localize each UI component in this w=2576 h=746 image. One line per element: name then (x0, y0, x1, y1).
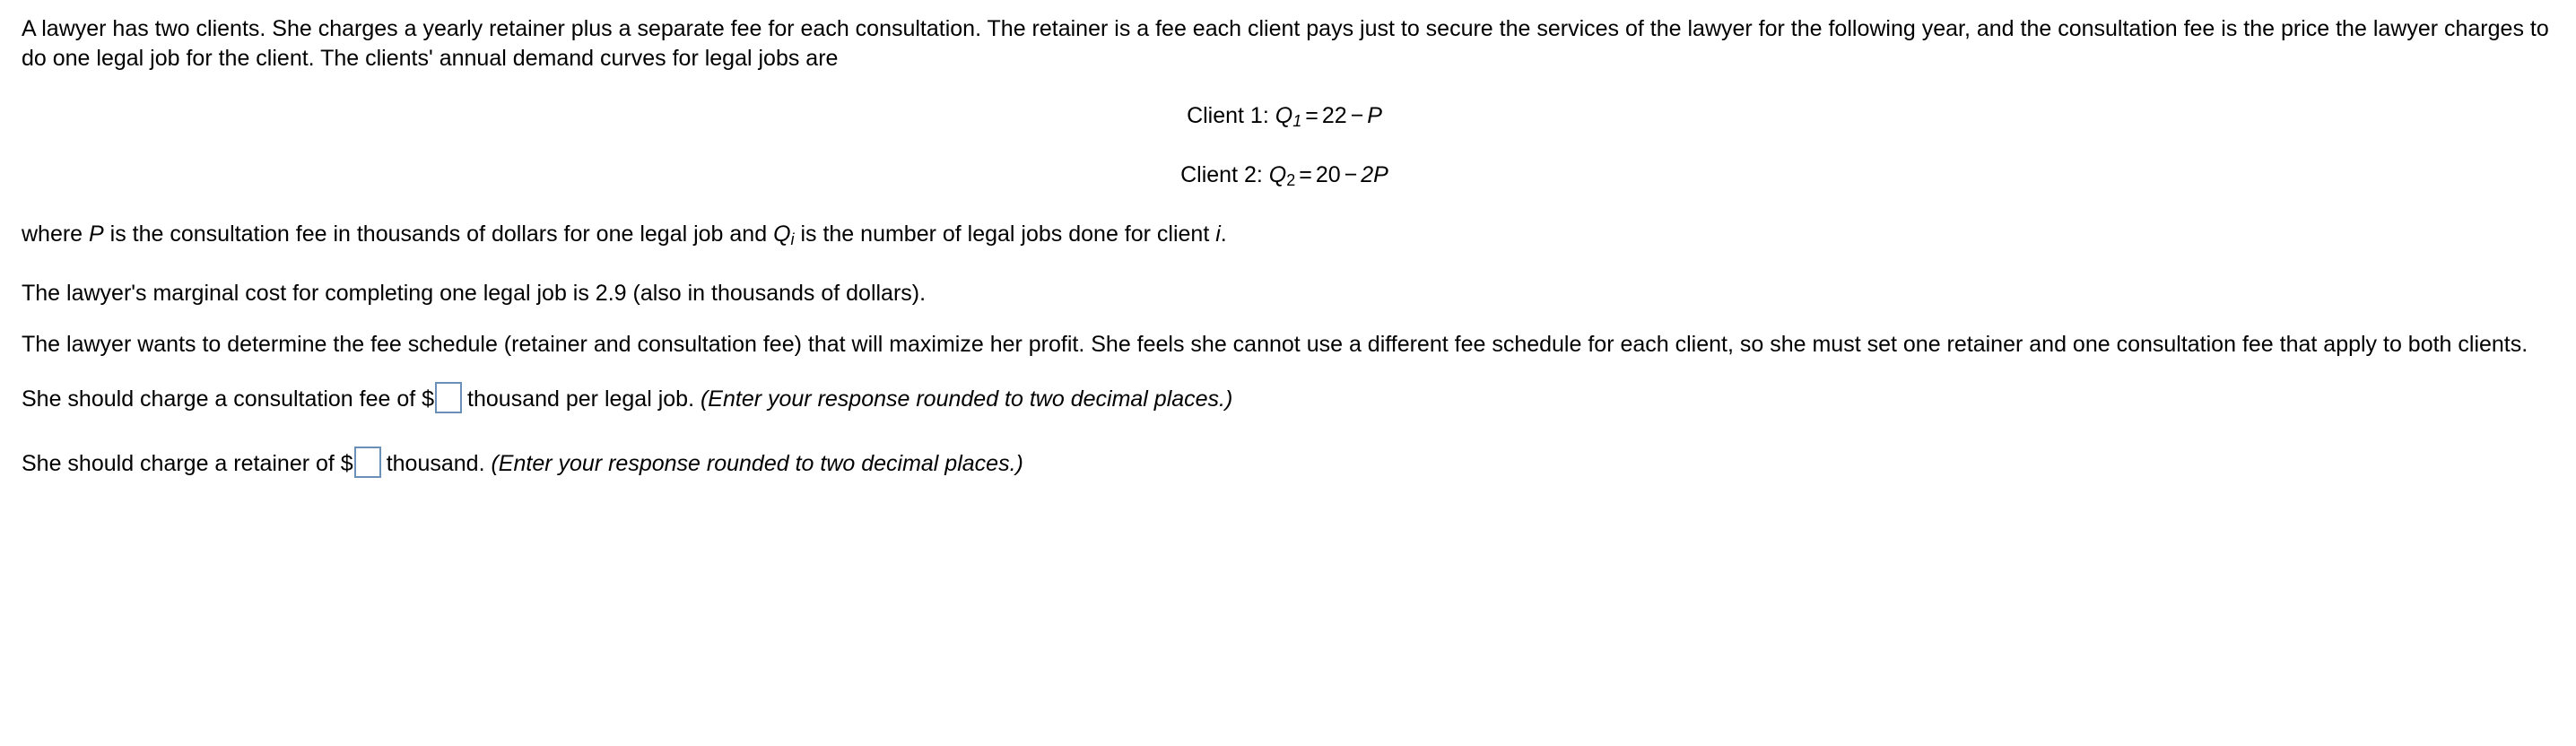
client-1-q: Q (1275, 103, 1293, 128)
where-text-1: where (22, 221, 90, 247)
where-var-i: i (1215, 221, 1221, 247)
marginal-cost-text: The lawyer's marginal cost for completing one legal job is 2.9 (also in thousands of dollars). (22, 281, 927, 306)
question-retainer (22, 449, 2560, 481)
q1-text-after: thousand per legal job. (467, 386, 695, 412)
q2-text-after: thousand. (386, 451, 485, 477)
fee-schedule-text: The lawyer wants to determine the fee schedule (retainer and consultation fee) that will maximize her profit. She feels she cannot use a different fee schedule for each client, so she must set one retainer and one consultation fee that apply to both clients. (22, 332, 2528, 357)
client-1-q-subscript: 1 (1292, 112, 1302, 130)
problem-intro: A lawyer has two clients. She charges a yearly retainer plus a separate fee for each consultation. The retainer is a fee each client pays just to secure the services of the lawyer for the following year, and the consultation fee is the price the lawyer charges to do one legal job for the client. The clients' annual demand curves for legal jobs are (22, 16, 2549, 71)
where-text-3: is the number of legal jobs done for client (794, 221, 1216, 247)
client-1-price-term: P (1367, 103, 1382, 128)
client-2-price-term: 2P (1361, 162, 1388, 187)
where-var-q-subscript: i (790, 230, 795, 248)
q2-hint: (Enter your response rounded to two decimal places.) (491, 451, 1023, 477)
client-2-q: Q (1268, 162, 1287, 187)
client-2-intercept: 20 (1315, 162, 1341, 187)
q1-hint: (Enter your response rounded to two decimal places.) (700, 386, 1233, 412)
client-1-intercept: 22 (1321, 103, 1347, 128)
problem-container (22, 14, 2560, 481)
question-consultation-fee (22, 385, 2560, 416)
client-1-equals: = (1305, 103, 1318, 128)
client-2-minus: − (1344, 162, 1358, 187)
client-2-equation (15, 160, 2554, 190)
where-var-p: P (89, 221, 104, 247)
client-1-label: Client 1: (1187, 103, 1269, 128)
consultation-fee-input[interactable] (435, 382, 462, 413)
variable-definitions (22, 220, 2560, 249)
client-1-equation (15, 101, 2554, 131)
client-2-equals: = (1299, 162, 1312, 187)
where-text-4: . (1220, 221, 1227, 247)
q2-text-before: She should charge a retainer of $ (22, 451, 353, 477)
client-1-minus: − (1350, 103, 1364, 128)
q1-text-before: She should charge a consultation fee of $ (22, 386, 435, 412)
client-2-q-subscript: 2 (1286, 171, 1296, 189)
where-text-2: is the consultation fee in thousands of dollars for one legal job and (103, 221, 774, 247)
retainer-input[interactable] (354, 447, 381, 478)
client-2-label: Client 2: (1180, 162, 1263, 187)
where-var-q: Q (773, 221, 791, 247)
